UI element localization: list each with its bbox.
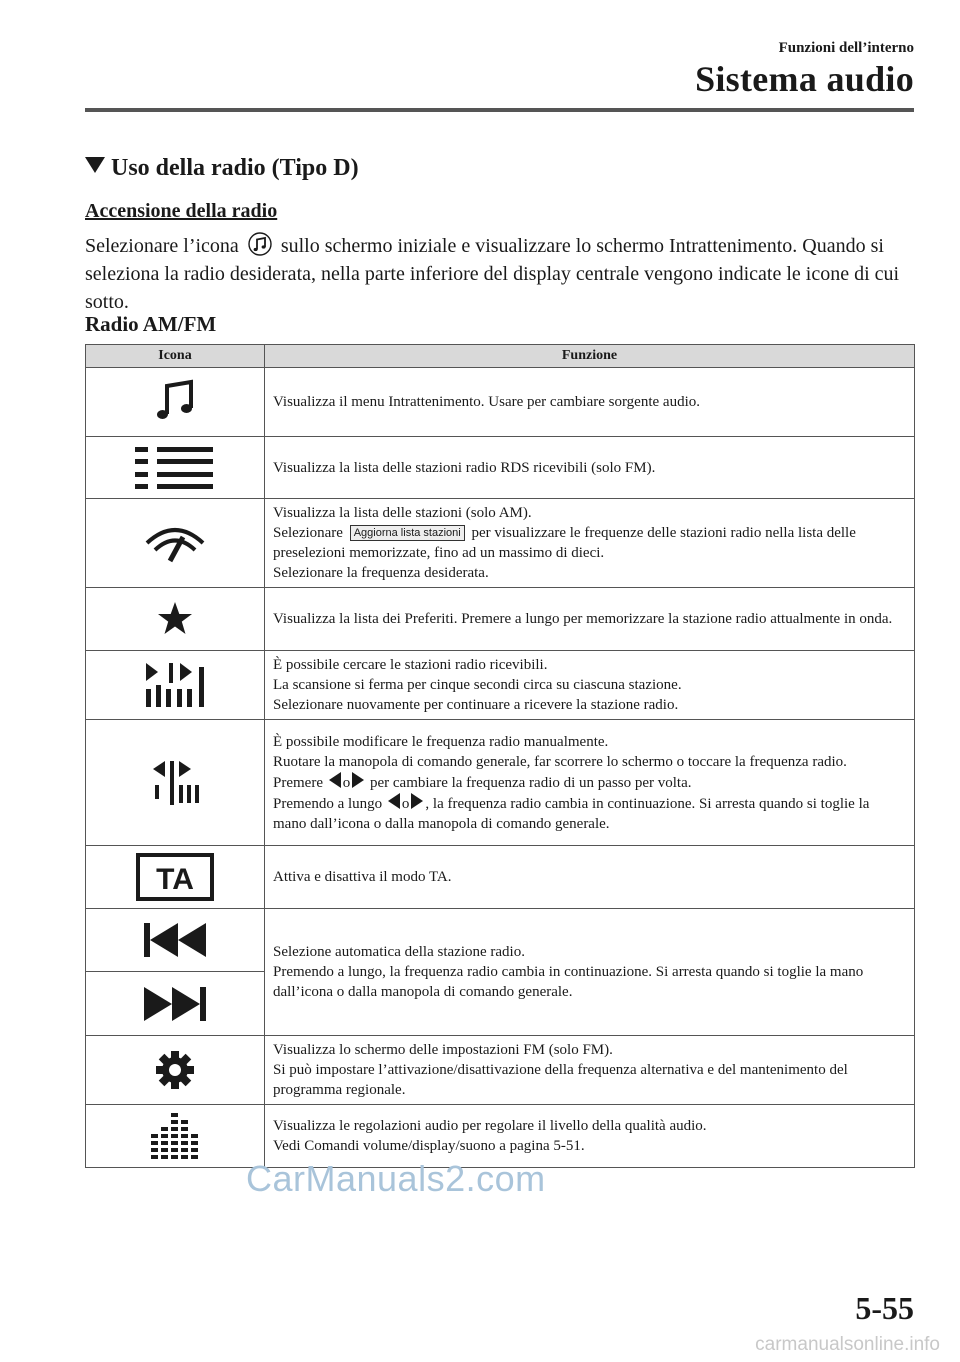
antenna-signal-icon bbox=[143, 523, 207, 563]
row-text: Attiva e disattiva il modo TA. bbox=[273, 869, 452, 885]
table-row bbox=[86, 588, 915, 651]
chapter-subtitle: Funzioni dell’interno bbox=[778, 40, 914, 56]
row-text: Selezione automatica della stazione radio. bbox=[273, 944, 525, 960]
triangle-bullet-icon bbox=[85, 157, 105, 173]
row-text bbox=[273, 793, 906, 834]
or-text: o bbox=[342, 774, 351, 791]
row-text: Premendo a lungo, la frequenza radio cambia in continuazione. Si arresta quando si toglie la mano dall’icona o dalla manopola di comando generale. bbox=[273, 964, 864, 1000]
watermark-text: CarManuals2.com bbox=[246, 1158, 546, 1199]
left-arrow-icon bbox=[388, 793, 400, 809]
equalizer-icon bbox=[147, 1113, 203, 1159]
table-row bbox=[86, 651, 915, 720]
table-row bbox=[86, 846, 915, 909]
gear-icon bbox=[155, 1050, 195, 1090]
list-icon bbox=[135, 445, 215, 491]
table-row bbox=[86, 368, 915, 437]
chapter-title: Sistema audio bbox=[695, 59, 914, 99]
row-text-part: Premendo a lungo bbox=[273, 795, 383, 812]
intro-paragraph bbox=[85, 232, 925, 316]
manual-tune-icon bbox=[151, 759, 199, 807]
row-text: Visualizza il menu Intrattenimento. Usare per cambiare sorgente audio. bbox=[273, 394, 700, 410]
radio-subtitle: Radio AM/FM bbox=[85, 312, 217, 336]
row-text: Ruotare la manopola di comando generale, far scorrere lo schermo o toccare la frequenza radio. bbox=[273, 753, 847, 770]
row-text: È possibile cercare le stazioni radio ricevibili. bbox=[273, 657, 548, 673]
row-text-part: Selezionare bbox=[273, 525, 343, 541]
page-number: 5-55 bbox=[855, 1290, 914, 1326]
col-icon-header: Icona bbox=[86, 345, 265, 368]
ta-icon bbox=[136, 853, 214, 901]
row-text: Si può impostare l’attivazione/disattivazione della frequenza alternativa e del mantenimento del programma regionale. bbox=[273, 1062, 848, 1098]
table-row bbox=[86, 720, 915, 846]
table-row bbox=[86, 499, 915, 588]
row-text: La scansione si ferma per cinque secondi circa su ciascuna stazione. bbox=[273, 677, 682, 693]
row-text bbox=[273, 523, 906, 563]
icon-function-table bbox=[85, 344, 915, 1168]
music-note-icon bbox=[151, 378, 199, 426]
row-text: È possibile modificare le frequenza radio manualmente. bbox=[273, 733, 609, 750]
section-heading-text: Uso della radio (Tipo D) bbox=[111, 155, 359, 181]
row-text-part: Premere bbox=[273, 774, 323, 791]
table-header-row bbox=[86, 345, 915, 368]
seek-back-icon bbox=[144, 921, 206, 959]
star-icon bbox=[157, 601, 193, 637]
or-text: o bbox=[401, 795, 410, 812]
seek-forward-icon bbox=[144, 985, 206, 1023]
intro-text-a: Selezionare l’icona bbox=[85, 235, 239, 257]
left-arrow-icon bbox=[329, 772, 341, 788]
row-text-part: per cambiare la frequenza radio di un passo per volta. bbox=[369, 774, 692, 791]
table-row bbox=[86, 1036, 915, 1105]
col-function-header: Funzione bbox=[265, 345, 915, 368]
ta-icon-text: TA bbox=[156, 863, 194, 896]
footer-url: carmanualsonline.info bbox=[755, 1334, 940, 1355]
row-text: Vedi Comandi volume/display/suono a pagina 5-51. bbox=[273, 1138, 585, 1154]
section-heading bbox=[85, 155, 359, 182]
scan-icon bbox=[144, 661, 206, 709]
row-text: Visualizza la lista delle stazioni radio RDS ricevibili (solo FM). bbox=[273, 459, 656, 476]
row-text-part: per visualizzare le frequenze delle stazioni radio nella lista delle preselezioni memorizzate, fino ad un massimo di dieci. bbox=[273, 525, 856, 561]
row-text: Visualizza lo schermo delle impostazioni FM (solo FM). bbox=[273, 1042, 613, 1058]
update-station-list-button: Aggiorna lista stazioni bbox=[350, 525, 465, 541]
row-text: Selezionare nuovamente per continuare a ricevere la stazione radio. bbox=[273, 697, 679, 713]
table-row bbox=[86, 909, 915, 1036]
intro-text-b: sullo schermo iniziale e visualizzare lo schermo Intrattenimento. Quando si seleziona la radio desiderata, nella parte inferiore del display centrale vengono indicate le icone di cui sotto. bbox=[85, 235, 900, 313]
row-text: Visualizza la lista dei Preferiti. Premere a lungo per memorizzare la stazione radio attualmente in onda. bbox=[273, 611, 893, 627]
music-note-inline-icon bbox=[248, 232, 272, 256]
subheading: Accensione della radio bbox=[85, 200, 278, 222]
row-text bbox=[273, 772, 906, 793]
header-divider bbox=[85, 108, 914, 112]
row-text: Visualizza le regolazioni audio per regolare il livello della qualità audio. bbox=[273, 1118, 707, 1134]
row-text: Selezionare la frequenza desiderata. bbox=[273, 565, 489, 581]
right-arrow-icon bbox=[411, 793, 423, 809]
right-arrow-icon bbox=[352, 772, 364, 788]
table-row bbox=[86, 437, 915, 499]
row-text-part: , la frequenza radio cambia in continuazione. Si arresta quando si toglie la mano dall’icona o dalla manopola di comando generale. bbox=[273, 795, 870, 832]
row-text: Visualizza la lista delle stazioni (solo AM). bbox=[273, 505, 532, 521]
